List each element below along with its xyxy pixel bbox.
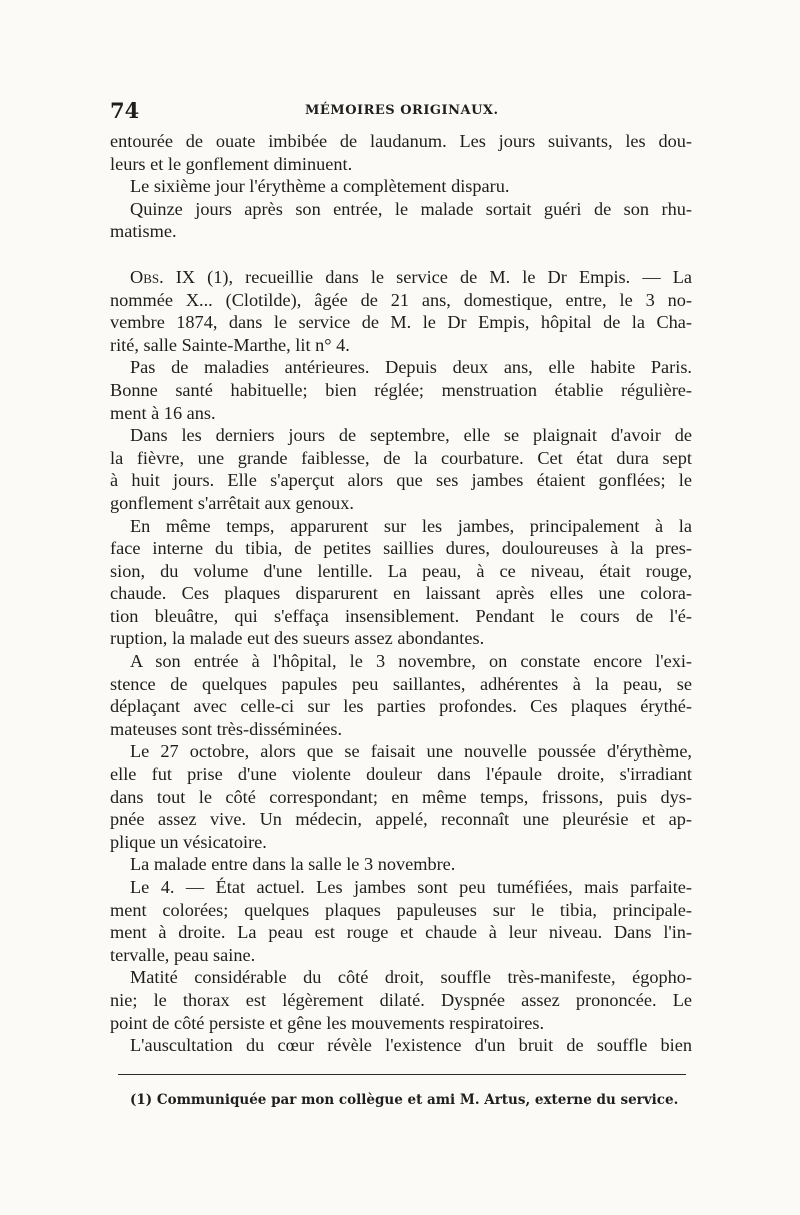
text-line: stence de quelques papules peu saillantes, adhérentes à la peau, se [110, 673, 692, 694]
text-line: dans tout le côté correspondant; en même temps, frissons, puis dys- [110, 786, 692, 807]
text-line: leurs et le gonflement diminuent. [110, 153, 353, 174]
paragraph [110, 356, 692, 424]
paragraph [110, 266, 692, 356]
text-line: Le 27 octobre, alors que se faisait une nouvelle poussée d'érythème, [130, 741, 692, 762]
text-line-content: IX (1), recueillie dans le service de M. le Dr Empis. — La [163, 266, 692, 287]
text-line: ment à 16 ans. [110, 402, 216, 423]
text-line: Pas de maladies antérieures. Depuis deux ans, elle habite Paris. [130, 357, 692, 378]
text-line: mateuses sont très-disséminées. [110, 718, 343, 739]
text-line: La malade entre dans la salle le 3 novembre. [130, 854, 456, 875]
text-line: la fièvre, une grande faiblesse, de la courbature. Cet état dura sept [110, 447, 692, 468]
text-line: En même temps, apparurent sur les jambes, principalement à la [130, 515, 692, 536]
text-line: tervalle, peau saine. [110, 944, 256, 965]
paragraph [110, 876, 692, 966]
text-line: tion bleuâtre, qui s'effaça insensiblement. Pendant le cours de l'é- [110, 605, 692, 626]
text-line: Le sixième jour l'érythème a complètement disparu. [130, 176, 510, 197]
page-header [110, 98, 692, 128]
text-line: Dans les derniers jours de septembre, elle se plaignait d'avoir de [130, 425, 692, 446]
text-line: déplaçant avec celle-ci sur les parties profondes. Ces plaques érythé- [110, 696, 692, 717]
observation-label: Obs. [130, 266, 164, 287]
running-title: MÉMOIRES ORIGINAUX. [305, 103, 499, 118]
paragraph [110, 1034, 692, 1057]
text-line: vembre 1874, dans le service de M. le Dr Empis, hôpital de la Cha- [110, 312, 692, 333]
text-line: rité, salle Sainte-Marthe, lit n° 4. [110, 334, 350, 355]
text-line: Quinze jours après son entrée, le malade sortait guéri de son rhu- [130, 198, 692, 219]
text-line: matisme. [110, 221, 177, 242]
footnote: (1) Communiquée par mon collègue et ami M. Artus, externe du service. [130, 1092, 679, 1108]
text-line: gonflement s'arrêtait aux genoux. [110, 492, 354, 513]
text-line: Le 4. — État actuel. Les jambes sont peu tuméfiées, mais parfaite- [130, 877, 692, 897]
text-line: L'auscultation du cœur révèle l'existence d'un bruit de souffle bien [130, 1035, 692, 1056]
text-line: A son entrée à l'hôpital, le 3 novembre, on constate encore l'exi- [130, 651, 692, 672]
text-line: nommée X... (Clotilde), âgée de 21 ans, domestique, entre, le 3 no- [110, 289, 692, 310]
text-line: ment à droite. La peau est rouge et chaude à leur niveau. Dans l'in- [110, 922, 692, 943]
text-line [110, 266, 692, 289]
text-line: ruption, la malade eut des sueurs assez abondantes. [110, 628, 485, 649]
paragraph [110, 966, 692, 1034]
text-line: ment colorées; quelques plaques papuleuses sur le tibia, principale- [110, 899, 692, 920]
text-line: à huit jours. Elle s'aperçut alors que ses jambes étaient gonflées; le [110, 470, 692, 491]
paragraph [110, 424, 692, 514]
text-line: Matité considérable du côté droit, souffle très-manifeste, égopho- [130, 967, 692, 988]
paragraph [110, 175, 692, 198]
text-line: chaude. Ces plaques disparurent en laissant après elles une colora- [110, 583, 692, 604]
text-line: point de côté persiste et gêne les mouvements respiratoires. [110, 1012, 545, 1033]
page-number: 74 [110, 98, 140, 123]
paragraph [110, 740, 692, 853]
paragraph [110, 650, 692, 740]
body-text [110, 130, 692, 1057]
footnote-rule [118, 1074, 686, 1075]
paragraph [110, 198, 692, 243]
paragraph [110, 515, 692, 651]
text-line: entourée de ouate imbibée de laudanum. Les jours suivants, les dou- [110, 131, 692, 151]
text-line: plique un vésicatoire. [110, 831, 267, 852]
text-line: sion, du volume d'une lentille. La peau, à ce niveau, était rouge, [110, 560, 692, 581]
paragraph [110, 130, 692, 175]
paragraph [110, 853, 692, 876]
text-line: elle fut prise d'une violente douleur dans l'épaule droite, s'irradiant [110, 764, 692, 785]
text-line: Bonne santé habituelle; bien réglée; menstruation établie régulière- [110, 379, 692, 400]
text-line: face interne du tibia, de petites saillies dures, douloureuses à la pres- [110, 538, 692, 559]
text-line: pnée assez vive. Un médecin, appelé, reconnaît une pleurésie et ap- [110, 809, 692, 830]
paragraph-gap [110, 243, 692, 266]
text-line: nie; le thorax est légèrement dilaté. Dyspnée assez prononcée. Le [110, 989, 692, 1010]
